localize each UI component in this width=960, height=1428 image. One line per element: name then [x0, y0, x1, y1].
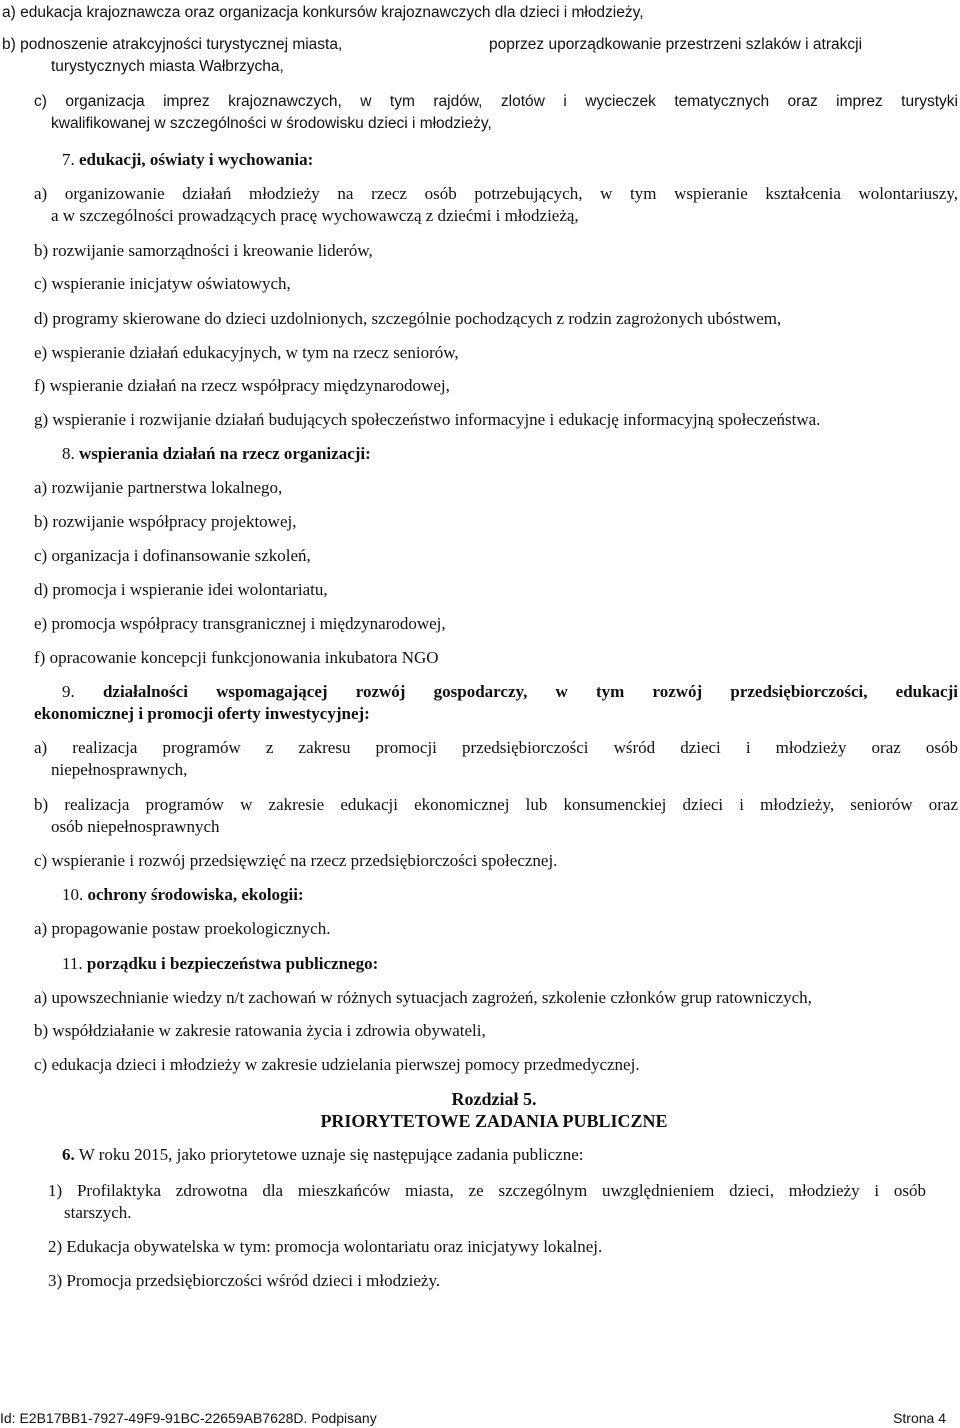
section-heading-11: 11. porządku i bezpieczeństwa publicznego: [62, 954, 379, 973]
list-item-continued: niepełnosprawnych, [51, 760, 188, 779]
list-item: b) realizacja programów w zakresie edukacji ekonomicznej lub konsumenckiej dzieci i młodzieży, seniorów oraz [34, 795, 958, 814]
section-heading-8: 8. wspierania działań na rzecz organizacji: [62, 444, 371, 463]
list-item: c) edukacja dzieci i młodzieży w zakresie udzielania pierwszej pomocy przedmedycznej. [34, 1055, 640, 1074]
list-item: b) współdziałanie w zakresie ratowania życia i zdrowia obywateli, [34, 1021, 486, 1040]
list-item-continued: a w szczególności prowadzących pracę wychowawczą z dziećmi i młodzieżą, [51, 206, 579, 225]
list-item: f) opracowanie koncepcji funkcjonowania inkubatora NGO [34, 648, 439, 667]
list-item: e) promocja współpracy transgranicznej i międzynarodowej, [34, 614, 446, 633]
list-item: a) rozwijanie partnerstwa lokalnego, [34, 478, 283, 497]
paragraph-6: 6. W roku 2015, jako priorytetowe uznaje się następujące zadania publiczne: [62, 1145, 584, 1164]
priority-item: 2) Edukacja obywatelska w tym: promocja wolontariatu oraz inicjatywy lokalnej. [48, 1237, 603, 1256]
list-item-continued: turystycznych miasta Wałbrzycha, [51, 58, 284, 75]
list-item: c) organizacja i dofinansowanie szkoleń, [34, 546, 311, 565]
list-item-continued: osób niepełnosprawnych [51, 817, 220, 836]
list-item: g) wspieranie i rozwijanie działań budujących społeczeństwo informacyjne i edukację informacyjną społeczeństwa. [34, 410, 821, 429]
list-item: f) wspieranie działań na rzecz współpracy międzynarodowej, [34, 376, 450, 395]
list-item: d) promocja i wspieranie idei wolontariatu, [34, 580, 328, 599]
priority-item: 3) Promocja przedsiębiorczości wśród dzieci i młodzieży. [48, 1271, 441, 1290]
section-heading-7: 7. edukacji, oświaty i wychowania: [62, 150, 314, 169]
list-item: c) wspieranie inicjatyw oświatowych, [34, 274, 291, 293]
chapter-title: PRIORYTETOWE ZADANIA PUBLICZNE [320, 1111, 668, 1131]
section-heading-10: 10. ochrony środowiska, ekologii: [62, 885, 304, 904]
document-id: Id: E2B17BB1-7927-49F9-91BC-22659AB7628D. Podpisany [0, 1410, 377, 1426]
list-item: a) propagowanie postaw proekologicznych. [34, 919, 331, 938]
list-item: b) podnoszenie atrakcyjności turystycznej miasta, [2, 36, 343, 53]
list-item: b) rozwijanie samorządności i kreowanie liderów, [34, 241, 373, 260]
section-heading-9-continued: ekonomicznej i promocji oferty inwestycyjnej: [34, 704, 370, 723]
list-item: c) wspieranie i rozwój przedsięwzięć na rzecz przedsiębiorczości społecznej. [34, 851, 558, 870]
priority-item: 1) Profilaktyka zdrowotna dla mieszkańców miasta, ze szczególnym uwzględnieniem dzieci, młodzieży i osób [48, 1181, 926, 1200]
list-item: a) organizowanie działań młodzieży na rzecz osób potrzebujących, w tym wspieranie kształcenia wolontariuszy, [34, 184, 958, 203]
page-number: Strona 4 [893, 1410, 946, 1426]
list-item: b) rozwijanie współpracy projektowej, [34, 512, 297, 531]
list-item: d) programy skierowane do dzieci uzdolnionych, szczególnie pochodzących z rodzin zagrożonych ubóstwem, [34, 309, 782, 328]
chapter-number: Rozdział 5. [451, 1089, 537, 1109]
list-item: c) organizacja imprez krajoznawczych, w tym rajdów, zlotów i wycieczek tematycznych oraz imprez turystyki [34, 93, 958, 110]
list-item: a) realizacja programów z zakresu promocji przedsiębiorczości wśród dzieci i młodzieży oraz osób [34, 738, 958, 757]
section-heading-9: 9. działalności wspomagającej rozwój gospodarczy, w tym rozwój przedsiębiorczości, edukacji [62, 682, 958, 701]
list-item: a) edukacja krajoznawcza oraz organizacja konkursów krajoznawczych dla dzieci i młodzieży, [2, 4, 644, 21]
priority-item-continued: starszych. [64, 1203, 132, 1222]
list-item-continued: poprzez uporządkowanie przestrzeni szlaków i atrakcji [489, 36, 863, 53]
list-item: e) wspieranie działań edukacyjnych, w tym na rzecz seniorów, [34, 343, 459, 362]
list-item-continued: kwalifikowanej w szczególności w środowisku dzieci i młodzieży, [51, 115, 492, 132]
list-item: a) upowszechnianie wiedzy n/t zachowań w różnych sytuacjach zagrożeń, szkolenie członków grup ratowniczych, [34, 988, 812, 1007]
